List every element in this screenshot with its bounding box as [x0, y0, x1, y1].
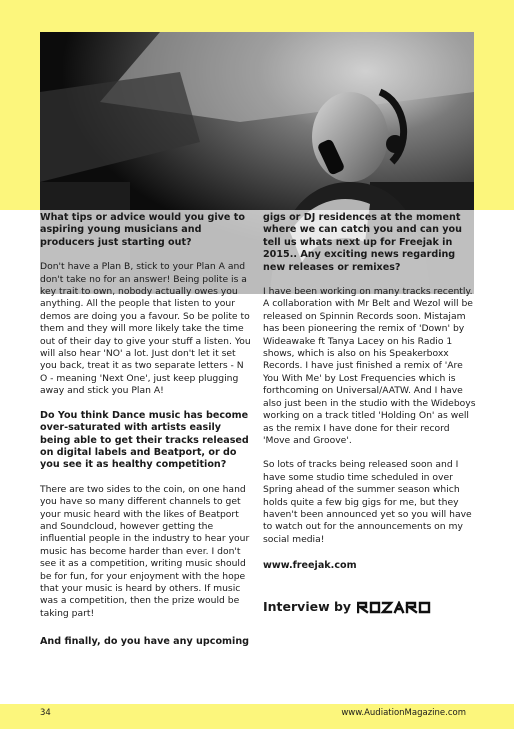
- interview-by-label: Interview by: [263, 598, 352, 614]
- magazine-website[interactable]: www.AudiationMagazine.com: [341, 708, 466, 718]
- question-advice: What tips or advice would you give to aspiring young musicians and producers just starting out?: [40, 212, 245, 248]
- question-upcoming-end: gigs or DJ residences at the moment where we can catch you and can you tell us whats next up for Freejak in 2015.. Any exciting news regarding new releases or remixes?: [263, 212, 462, 273]
- question-oversaturation: Do You think Dance music has become over-saturated with artists easily being able to get their tracks released on digital labels and Beatport, or do you see it as healthy competition?: [40, 409, 249, 471]
- artist-website-link[interactable]: www.freejak.com: [263, 560, 357, 572]
- rozaro-logo: [357, 601, 431, 614]
- right-column: [263, 212, 476, 614]
- answer-gigs: So lots of tracks being released soon and I have some studio time scheduled in over Spring ahead of the summer season which holds quite a few big gigs for me, but they haven't been announced yet so you will have to watch out for the announcements on my social media!: [263, 459, 472, 545]
- answer-advice: Don't have a Plan B, stick to your Plan A and don't take no for an answer! Being polite is a key trait to own, nobody actually owes you anything. All the people that listen to your demos are doing you a favour. So be polite to them and they will more likely take the time out of their day to give your stuff a listen. You will also hear 'NO' a lot. Just don't let it set you back, treat it as two separate letters - N O - meaning 'Next One', just keep plugging away and stick you Plan A!: [40, 261, 251, 397]
- interview-credit: [263, 598, 476, 614]
- page-number: 34: [40, 708, 51, 718]
- question-upcoming-start: And finally, do you have any upcoming: [40, 636, 250, 648]
- answer-oversaturation: There are two sides to the coin, on one hand you have so many different channels to get your music heard with the likes of Beatport and Soundcloud, however getting the influential people in the industry to hear your music has become harder than ever. I don't see it as a competition, writing music should be for fun, for your enjoyment with the hope that your music is heard by others. If music was a competition, then the prize would be taking part!: [40, 483, 250, 619]
- left-column: [40, 212, 253, 661]
- answer-new-releases: I have been working on many tracks recently. A collaboration with Mr Belt and Wezol will be released on Spinnin Records soon. Mistajam has been pioneering the remix of 'Down' by Wideawake ft Tanya Lacey on his Radio 1 shows, which is also on his Speakerboxx Records. I have just finished a remix of 'Are You With Me' by Lost Frequencies which is forthcoming on Universal/AATW. And I have also just been in the studio with the Wideboys working on a track titled 'Holding On' as well as the remix I have done for their record 'Move and Groove'.: [263, 286, 476, 446]
